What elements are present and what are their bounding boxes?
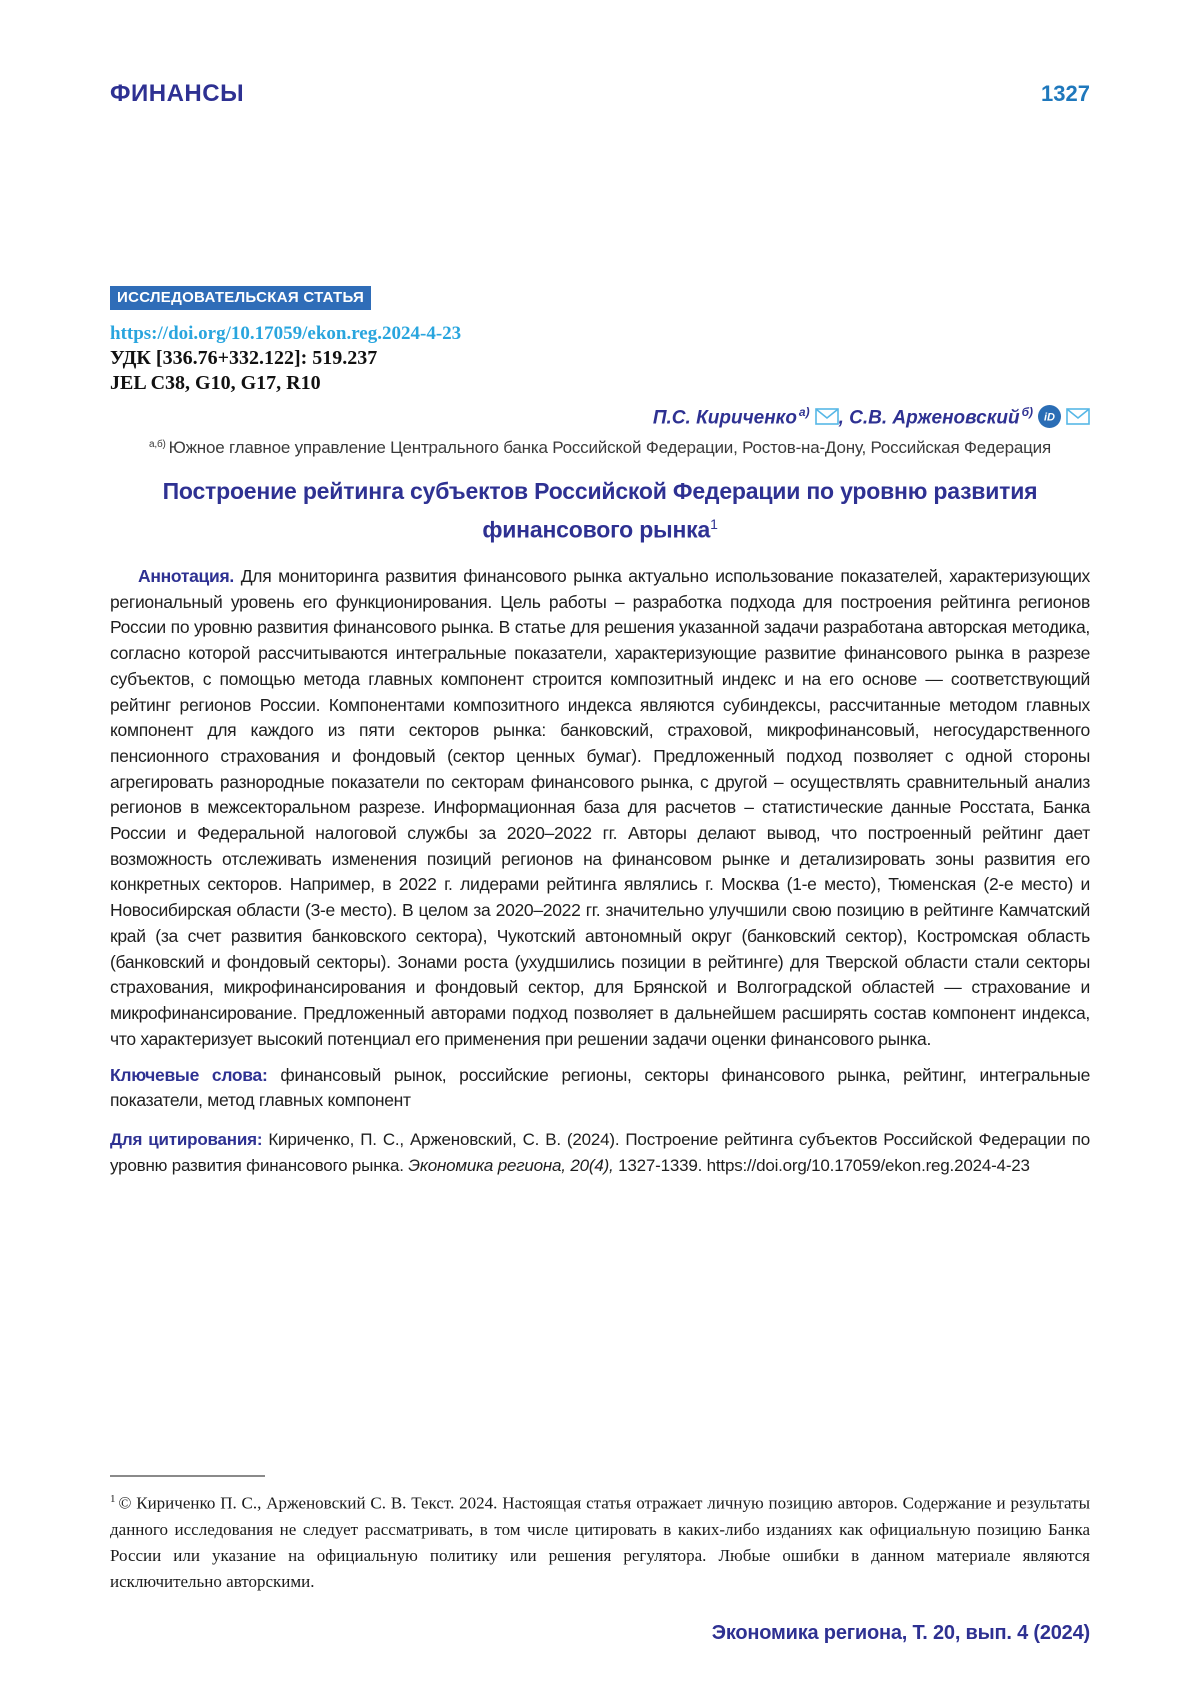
- article-type-badge: ИССЛЕДОВАТЕЛЬСКАЯ СТАТЬЯ: [110, 286, 371, 310]
- affiliation-line: [110, 438, 1090, 458]
- citation-label: Для цитирования:: [110, 1130, 263, 1150]
- email-icon[interactable]: [815, 408, 839, 425]
- running-head: [110, 80, 1090, 108]
- svg-text:iD: iD: [1044, 411, 1055, 424]
- email-icon[interactable]: [1066, 408, 1090, 425]
- page-number: 1327: [1041, 81, 1090, 106]
- abstract-text: Для мониторинга развития финансового рынка актуально использование показателей, характеризующих региональный уровень его функционирования. Цель работы – разработка подхода для построения рейтинга регионов России по уровню развития финансового рынка. В статье для решения указанной задачи разработана авторская методика, согласно которой рассчитываются интегральные показатели, характеризующие развитие финансового рынка в разрезе субъектов, с помощью метода главных компонент строится композитный индекс и на его основе — соответствующий рейтинг регионов России. Компонентами композитного индекса являются субиндексы, рассчитанные методом главных компонент для каждого из пяти секторов рынка: банковский, страховой, микрофинансовый, негосударственного пенсионного страхования и фондовый (сектор ценных бумаг). Предложенный подход позволяет с одной стороны агрегировать разнородные показатели по секторам финансового рынка, с другой – осуществлять сравнительный анализ регионов в межсекторальном разрезе. Информационная база для расчетов – статистические данные Росстата, Банка России и Федеральной налоговой службы за 2020–2022 гг. Авторы делают вывод, что построенный рейтинг дает возможность отслеживать изменения позиций регионов на финансовом рынке и детализировать зоны развития его конкретных секторов. Например, в 2022 г. лидерами рейтинга являлись г. Москва (1-е место), Тюменская (2-е место) и Новосибирская области (3-е место). В целом за 2020–2022 гг. значительно улучшили свою позицию в рейтинге Камчатский край (за счет развития банковского сектора), Чукотский автономный округ (банковский сектор), Костромская область (банковский и фондовый секторы). Зонами роста (ухудшились позиции в рейтинге) для Тверской области стали секторы страхования, микрофинансирования и фондовый сектор, для Брянской и Волгоградской областей — страхование и микрофинансирование. Предложенный авторами подход позволяет в дальнейшем расширять состав компонент индекса, что характеризует высокий потенциал его применения при решении задачи оценки финансового рынка.: [110, 565, 1091, 1049]
- citation-source-italic: Экономика региона, 20(4),: [408, 1155, 614, 1175]
- title-footnote-mark: 1: [710, 516, 718, 533]
- article-title: [110, 475, 1090, 547]
- citation-paragraph: [110, 1127, 1090, 1178]
- author-2-name: С.В. Арженовский: [849, 407, 1020, 429]
- authors-separator: ,: [838, 407, 850, 429]
- footnote-divider: [110, 1475, 265, 1477]
- journal-section-title: ФИНАНСЫ: [110, 80, 245, 107]
- article-title-text: Построение рейтинга субъектов Российской Федерации по уровню развития финансового рынка: [162, 478, 1038, 543]
- keywords-paragraph: [110, 1063, 1090, 1113]
- author-1-affiliation-mark: а): [798, 405, 810, 419]
- journal-footer: Экономика региона, Т. 20, вып. 4 (2024): [711, 1622, 1090, 1644]
- keywords-label: Ключевые слова:: [110, 1065, 268, 1086]
- jel-codes: JEL C38, G10, G17, R10: [110, 372, 321, 394]
- authors-line: [110, 405, 1090, 429]
- affiliation-text: Южное главное управление Центрального банка Российской Федерации, Ростов-на-Дону, Российская Федерация: [168, 438, 1051, 458]
- footnote-paragraph: [110, 1486, 1090, 1595]
- footnote-block: [110, 1475, 1090, 1595]
- doi-line: [110, 323, 1090, 345]
- footnote-mark: 1: [110, 1493, 116, 1505]
- citation-text-before: Кириченко, П. С., Арженовский, С. В. (2024). Построение рейтинга субъектов Российской Федерации по уровню развития финансового рынка.: [110, 1130, 1090, 1175]
- keywords-text: финансовый рынок, российские регионы, секторы финансового рынка, рейтинг, интегральные показатели, метод главных компонент: [110, 1065, 1091, 1111]
- article-head: [110, 286, 1090, 1178]
- abstract-paragraph: [110, 564, 1090, 1052]
- doi-link[interactable]: https://doi.org/10.17059/ekon.reg.2024-4-23: [110, 323, 462, 344]
- affiliation-marks: а,б): [149, 438, 166, 450]
- udc-code: УДК [336.76+332.122]: 519.237: [110, 347, 378, 369]
- orcid-id-icon[interactable]: [1038, 405, 1061, 428]
- footnote-text: © Кириченко П. С., Арженовский С. В. Текст. 2024. Настоящая статья отражает личную позицию авторов. Содержание и результаты данного исследования не следует рассматривать, в том числе цитировать в каких-либо изданиях как официальную позицию Банка России или указание на официальную политику или решения регулятора. Любые ошибки в данном материале являются исключительно авторскими.: [110, 1493, 1090, 1591]
- author-1-name: П.С. Кириченко: [652, 407, 797, 429]
- author-2-affiliation-mark: б): [1021, 405, 1033, 419]
- abstract-label: Аннотация.: [138, 565, 234, 586]
- citation-text-after: 1327-1339. https://doi.org/10.17059/ekon.reg.2024-4-23: [613, 1155, 1030, 1175]
